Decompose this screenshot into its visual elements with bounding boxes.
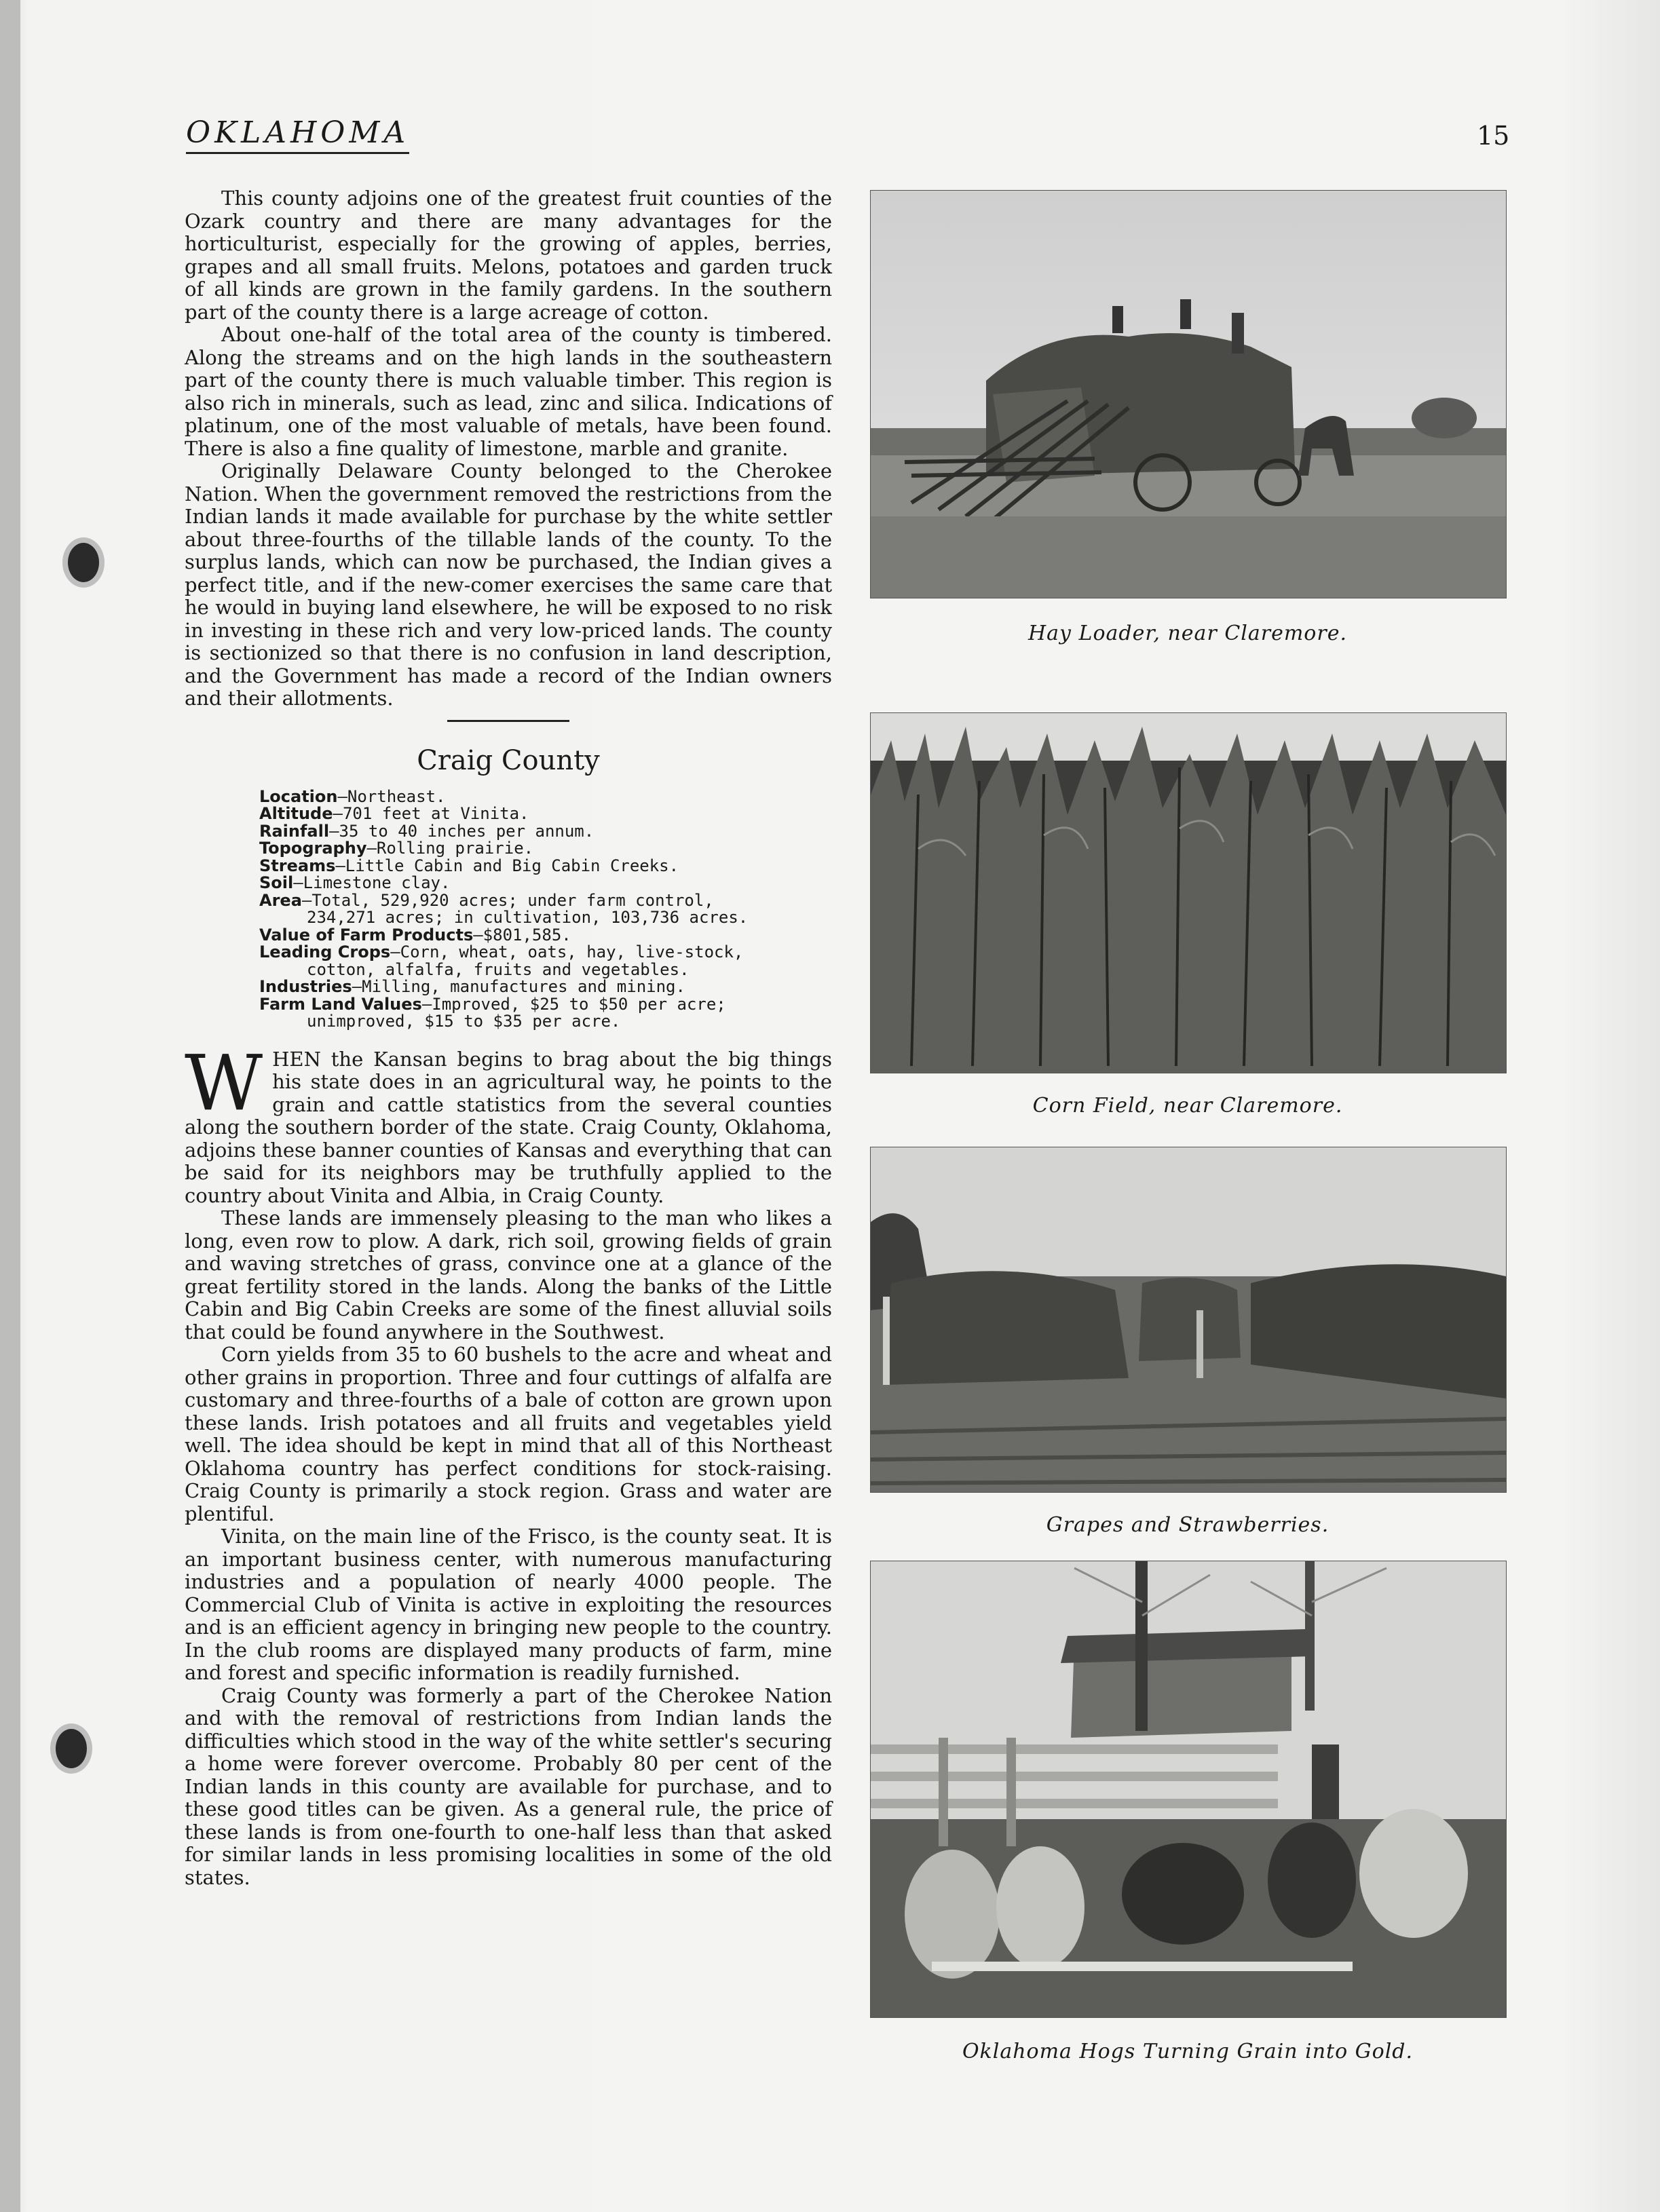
left-column	[185, 187, 832, 1889]
lead-paragraph-text: HEN the Kansan begins to brag about the big things his state does in an agricultural way, he points to the grain and cattle statistics from the several counties along the southern border of the state. Craig County, Oklahoma, adjoins these banner counties of Kansas and everything that can be said for its neighbors may be truthfully applied to the country about Vinita and Albia, in Craig County.	[185, 1047, 832, 1207]
stat-row	[259, 892, 775, 927]
stat-label: Area	[259, 890, 302, 910]
stat-value: —Little Cabin and Big Cabin Creeks.	[335, 856, 679, 875]
photo-corn-field	[870, 712, 1507, 1073]
stat-value: —Total, 529,920 acres; under farm control, 234,271 acres; in cultivation, 103,736 acres.	[301, 890, 749, 927]
stat-value: —$801,585.	[473, 925, 571, 945]
stat-label: Leading Crops	[259, 942, 391, 961]
stat-row	[259, 944, 775, 978]
stat-row	[259, 788, 775, 806]
page-number: 15	[1477, 121, 1510, 151]
stat-label: Location	[259, 786, 338, 806]
running-head: OKLAHOMA	[186, 115, 409, 154]
stat-label: Topography	[259, 839, 367, 858]
body-paragraph: Corn yields from 35 to 60 bushels to the acre and wheat and other grains in proportion. Three and four cuttings of alfalfa are customary and three-fourths of a bale of cotton are grown upon these lands. Irish potatoes and all fruits and vegetables yield well. The idea should be kept in mind that all of this Northeast Oklahoma country has perfect conditions for stock-raising. Craig County is primarily a stock region. Grass and water are plentiful.	[185, 1343, 832, 1525]
intro-paragraph: Originally Delaware County belonged to the Cherokee Nation. When the government removed the restrictions from the Indian lands it made available for purchase by the white settler about three-fourths of the tillable lands of the county. To the surplus lands, which can now be purchased, the Indian gives a perfect title, and if the new-comer exercises the same care that he would in buying land elsewhere, he will be exposed to no risk in investing in these rich and very low-priced lands. The county is sectionized so that there is no confusion in land description, and the Government has made a record of the Indian owners and their allotments.	[185, 459, 832, 710]
stat-row	[259, 978, 775, 996]
photo-caption: Oklahoma Hogs Turning Grain into Gold.	[962, 2040, 1414, 2063]
body-paragraph: Vinita, on the main line of the Frisco, is the county seat. It is an important business center, with numerous manufacturing industries and a population of nearly 4000 people. The Commercial Club of Vinita is active in exploiting the resources and is an efficient agency in bringing new people to the country. In the club rooms are displayed many products of farm, mine and forest and specific information is readily furnished.	[185, 1525, 832, 1684]
stat-value: —35 to 40 inches per annum.	[329, 821, 595, 841]
photo-hogs	[870, 1561, 1507, 2018]
stat-label: Rainfall	[259, 821, 330, 841]
punch-hole-top	[68, 543, 99, 582]
stat-label: Soil	[259, 873, 294, 892]
stat-label: Value of Farm Products	[259, 925, 474, 945]
section-divider	[447, 720, 569, 722]
stat-row	[259, 927, 775, 945]
punch-hole-bottom	[56, 1729, 87, 1768]
stat-row	[259, 805, 775, 823]
stat-value: —701 feet at Vinita.	[333, 804, 529, 823]
stat-value: —Rolling prairie.	[366, 839, 534, 858]
photo-hay-loader	[870, 190, 1507, 598]
body-paragraph: Craig County was formerly a part of the Cherokee Nation and with the removal of restrictions from Indian lands the difficulties which stood in the way of the white settler's securing a home were forever overcome. Probably 80 per cent of the Indian lands in this county are available for purchase, and to these good titles can be given. As a general rule, the price of these lands is from one-fourth to one-half less than that asked for similar lands in less promising localities in some of the old states.	[185, 1683, 832, 1889]
body-paragraph: These lands are immensely pleasing to the man who likes a long, even row to plow. A dark, rich soil, growing fields of grain and waving stretches of grass, convince one at a glance of the great fertility stored in the lands. Along the banks of the Little Cabin and Big Cabin Creeks are some of the finest alluvial soils that could be found anywhere in the Southwest.	[185, 1206, 832, 1343]
county-stats	[259, 788, 775, 1031]
photo-grapes	[870, 1147, 1507, 1493]
photo-caption: Corn Field, near Claremore.	[1032, 1094, 1343, 1118]
intro-paragraph: This county adjoins one of the greatest fruit counties of the Ozark country and there are many advantages for the horticulturist, especially for the growing of apples, berries, grapes and all small fruits. Melons, potatoes and garden truck of all kinds are grown in the family gardens. In the southern part of the county there is a large acreage of cotton.	[185, 187, 832, 324]
lead-paragraph	[185, 1039, 832, 1208]
stat-value: —Improved, $25 to $50 per acre; unimproved, $15 to $35 per acre.	[307, 994, 726, 1031]
stat-label: Streams	[259, 856, 336, 875]
stat-value: —Limestone clay.	[293, 873, 451, 892]
stat-row	[259, 858, 775, 875]
binding-edge	[0, 0, 20, 2212]
stat-label: Industries	[259, 977, 352, 996]
stat-label: Altitude	[259, 804, 333, 823]
stat-row	[259, 840, 775, 858]
stat-row	[259, 875, 775, 892]
stat-value: —Corn, wheat, oats, hay, live-stock, cotton, alfalfa, fruits and vegetables.	[307, 942, 744, 979]
stat-value: —Northeast.	[337, 786, 446, 806]
stat-value: —Milling, manufactures and mining.	[352, 977, 685, 996]
section-title: Craig County	[417, 744, 600, 776]
photo-caption: Grapes and Strawberries.	[1046, 1513, 1329, 1537]
stat-row	[259, 823, 775, 841]
intro-paragraph: About one-half of the total area of the county is timbered. Along the streams and on the high lands in the southeastern part of the county there is much valuable timber. This region is also rich in minerals, such as lead, zinc and silica. Indications of platinum, one of the most valuable of metals, have been found. There is also a fine quality of limestone, marble and granite.	[185, 323, 832, 460]
drop-cap: W	[185, 1039, 263, 1128]
stat-row	[259, 996, 775, 1031]
photo-caption: Hay Loader, near Claremore.	[1028, 622, 1347, 645]
stat-label: Farm Land Values	[259, 994, 422, 1014]
